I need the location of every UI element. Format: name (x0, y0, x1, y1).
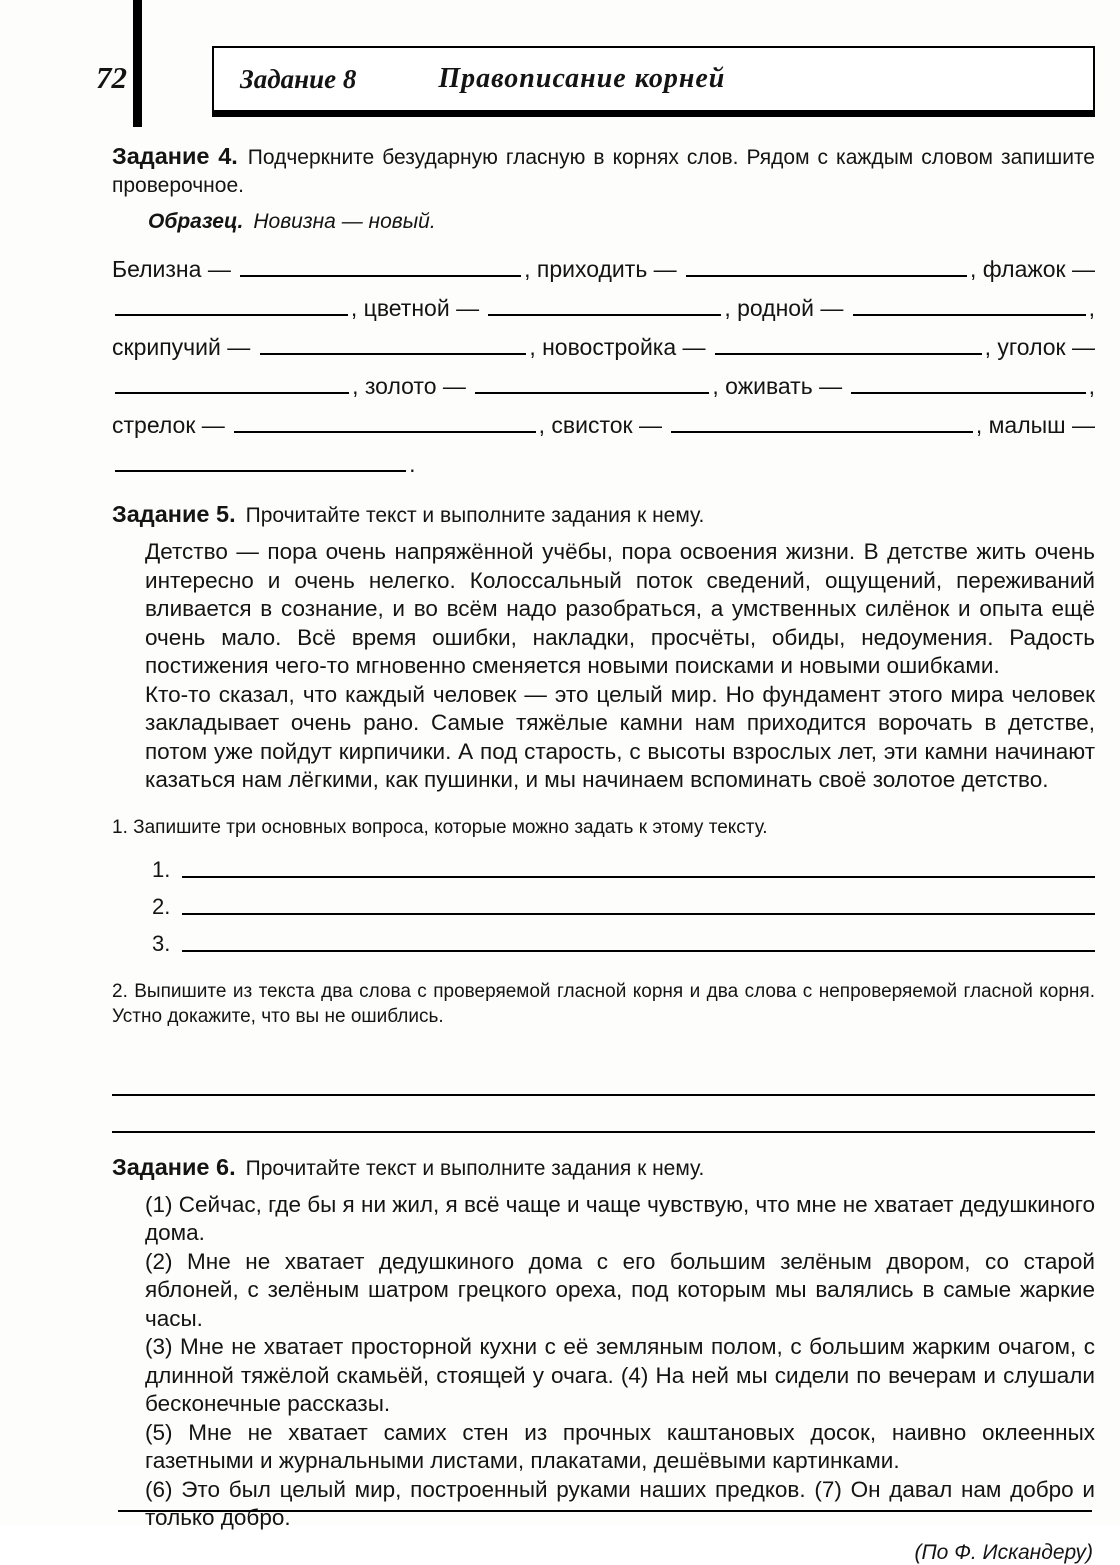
word-label: Белизна — (112, 256, 238, 282)
word-label: , малыш — (975, 412, 1095, 438)
word-label: , (1088, 295, 1095, 321)
write-in-blank[interactable] (851, 392, 1085, 394)
attribution: (По Ф. Искандеру) (914, 1540, 1093, 1564)
word-label: скрипучий — (112, 334, 257, 360)
word-label: , новостройка — (529, 334, 712, 360)
write-in-blank[interactable] (260, 353, 527, 355)
fill-line (112, 324, 1095, 363)
task5-text (145, 538, 1095, 795)
paragraph: (3) Мне не хватает просторной кухни с её земляным полом, с большим жарким очагом, с длинной тяжёлой скамьёй, стоящей у очага. (4) На ней мы сидели по вечерам и слушали бесконечные рассказы. (145, 1334, 1095, 1416)
answer-number: 1. (152, 856, 171, 882)
word-label: , (1088, 373, 1095, 399)
write-in-blank[interactable] (115, 392, 349, 394)
task5-instruction: Прочитайте текст и выполните задания к нему. (245, 504, 705, 527)
word-label: стрелок — (112, 412, 232, 438)
task6-instruction: Прочитайте текст и выполните задания к нему. (245, 1156, 705, 1180)
task6-heading (112, 1153, 1095, 1183)
task4-sample (148, 210, 1095, 234)
task4-label: Задание 4. (112, 143, 238, 169)
write-in-blank[interactable] (715, 353, 982, 355)
word-label: , оживать — (712, 373, 849, 399)
task5-answer-rules (112, 1059, 1095, 1133)
spine-bar (133, 0, 142, 127)
word-label: , золото — (352, 373, 473, 399)
write-in-blank[interactable] (853, 314, 1086, 316)
answer-row (152, 885, 1095, 922)
write-in-blank[interactable] (115, 314, 348, 316)
word-label: , уголок — (984, 334, 1096, 360)
task5-question1: 1. Запишите три основных вопроса, которые можно задать к этому тексту. (112, 816, 768, 838)
task5-answers (152, 848, 1095, 959)
write-in-blank[interactable] (234, 431, 535, 433)
fill-line (112, 402, 1095, 441)
paragraph: Детство — пора очень напряжённой учёбы, пора освоения жизни. В детстве жить очень интересно и очень нелегко. Колоссальный поток сведений, ощущений, переживаний вливается в сознание, и во всём надо разобраться, а умственных силёнок и опыта ещё очень мало. Всё время ошибки, накладки, просчёты, обиды, недоумения. Радость постижения чего-то мгновенно сменяется новыми поисками и новыми ошибками. (145, 539, 1095, 678)
write-in-blank[interactable] (488, 314, 721, 316)
task5-label: Задание 5. (112, 501, 236, 527)
paragraph: (5) Мне не хватает самих стен из прочных каштановых досок, наивно оклеенных газетными и журнальными листами, плакатами, дешёвыми картинками. (145, 1419, 1095, 1473)
paragraph: Кто-то сказал, что каждый человек — это целый мир. Но фундамент этого мира человек закладывает очень рано. Самые тяжёлые камни нам приходится ворочать в детстве, потом уже пойдут кирпичики. А под старость, с высоты взрослых лет, эти камни начинают казаться нам лёгкими, как пушинки, и мы начинаем вспоминать своё золотое детство. (145, 681, 1095, 792)
write-in-line[interactable] (112, 1096, 1095, 1133)
word-label: , цветной — (350, 295, 486, 321)
task6-text (145, 1191, 1095, 1533)
chapter-title: Правописание корней (438, 63, 726, 94)
write-in-line[interactable] (182, 913, 1095, 915)
sample-label: Образец. (148, 210, 244, 233)
write-in-line[interactable] (182, 950, 1095, 952)
word-label: , родной — (724, 295, 850, 321)
write-in-blank[interactable] (671, 431, 972, 433)
answer-number: 2. (152, 893, 171, 919)
paragraph: (1) Сейчас, где бы я ни жил, я всё чаще и чаще чувствую, что мне не хватает дедушкиного дома. (145, 1191, 1095, 1245)
word-label: , свисток — (538, 412, 669, 438)
chapter-header (212, 46, 1095, 117)
write-in-blank[interactable] (686, 275, 967, 277)
page-content (112, 142, 1095, 1565)
word-label: , флажок — (969, 256, 1096, 282)
answer-row (152, 922, 1095, 959)
paragraph: (2) Мне не хватает дедушкиного дома с его большим зелёным двором, со старой яблоней, с зелёным шатром грецкого ореха, под которым мы валялись в самые жаркие часы. (145, 1248, 1095, 1331)
task4-heading (112, 142, 1095, 200)
write-in-blank[interactable] (115, 470, 406, 472)
task6-label: Задание 6. (112, 1153, 236, 1180)
sample-text: Новизна — новый. (253, 210, 436, 233)
task4-lines (112, 246, 1095, 480)
task5-heading (112, 500, 1095, 530)
fill-line (112, 246, 1095, 285)
fill-line (112, 441, 1095, 480)
task4-instruction: Подчеркните безударную гласную в корнях слов. Рядом с каждым словом запишите проверочное. (112, 146, 1095, 197)
bottom-rule (118, 1510, 1092, 1512)
page-number: 72 (96, 60, 127, 95)
answer-number: 3. (152, 930, 171, 956)
word-label: , приходить — (524, 256, 684, 282)
paragraph: (6) Это был целый мир, построенный руками наших предков. (7) Он давал нам добро и только добро. (145, 1476, 1095, 1530)
write-in-line[interactable] (112, 1059, 1095, 1096)
fill-line (112, 363, 1095, 402)
write-in-line[interactable] (182, 876, 1095, 878)
fill-line (112, 285, 1095, 324)
task5-question2: 2. Выпишите из текста два слова с проверяемой гласной корня и два слова с непроверяемой гласной корня. Устно докажите, что вы не ошиблись. (112, 980, 1095, 1027)
word-label: . (409, 451, 416, 477)
answer-row (152, 848, 1095, 885)
chapter-task-label: Задание 8 (240, 63, 357, 94)
write-in-blank[interactable] (475, 392, 709, 394)
write-in-blank[interactable] (240, 275, 521, 277)
